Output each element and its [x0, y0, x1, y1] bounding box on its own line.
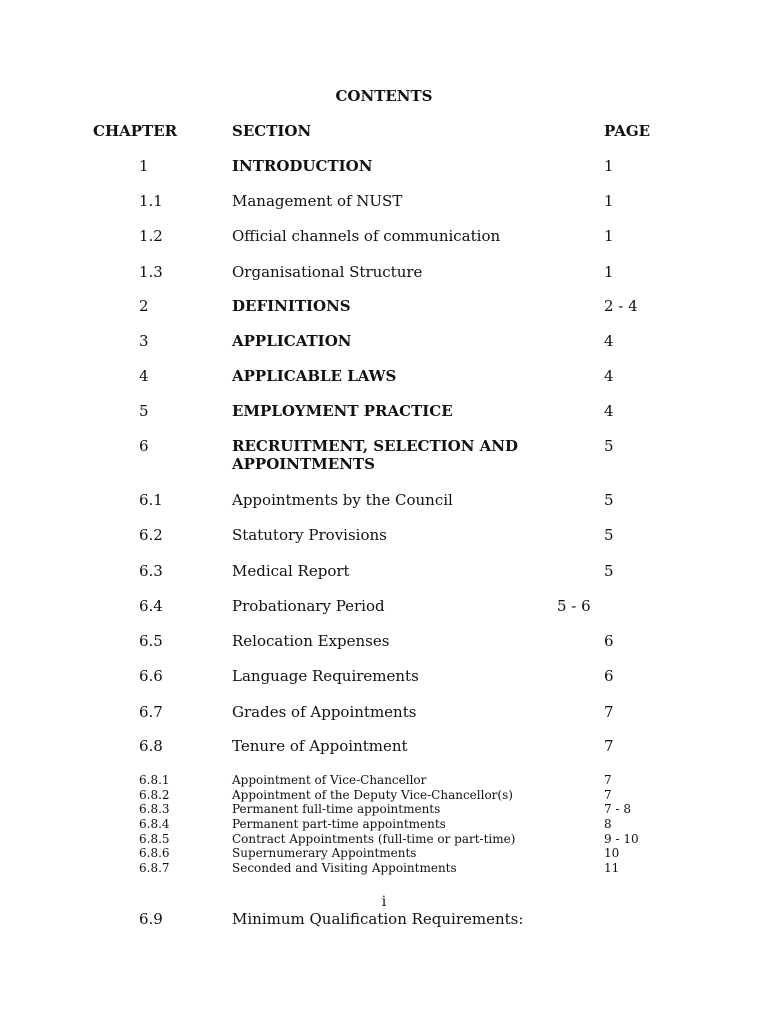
entry-number: 2 — [139, 297, 149, 315]
entry-section: RECRUITMENT, SELECTION AND APPOINTMENTS — [232, 437, 518, 473]
entry-page: 7 — [604, 703, 614, 721]
entry-section: Minimum Qualification Requirements: — [232, 910, 524, 928]
entry-page: 9 - 10 — [604, 832, 639, 846]
entry-section: Organisational Structure — [232, 263, 423, 281]
entry-page: 7 — [604, 773, 612, 787]
entry-page: 1 — [604, 263, 614, 281]
entry-section: Appointment of the Deputy Vice-Chancellor(s) — [232, 788, 513, 802]
entry-page: 11 — [604, 861, 620, 875]
entry-page: 4 — [604, 367, 614, 385]
entry-section: Management of NUST — [232, 192, 403, 210]
entry-number: 1 — [139, 157, 149, 175]
entry-page: 5 — [604, 491, 614, 509]
entry-number: 6.8.2 — [139, 788, 170, 802]
entry-section: DEFINITIONS — [232, 297, 351, 315]
entry-number: 1.3 — [139, 263, 163, 281]
entry-section: APPLICABLE LAWS — [232, 367, 397, 385]
entry-page: 7 - 8 — [604, 802, 631, 816]
entry-number: 1.1 — [139, 192, 163, 210]
entry-number: 6.3 — [139, 562, 163, 580]
chapter-column-header: CHAPTER — [93, 122, 178, 140]
page-number: i — [381, 894, 387, 910]
entry-section: Permanent full-time appointments — [232, 802, 441, 816]
entry-page: 6 — [604, 667, 614, 685]
entry-section: Tenure of Appointment — [232, 737, 408, 755]
entry-page: 4 — [604, 402, 614, 420]
entry-number: 6.2 — [139, 526, 163, 544]
entry-number: 6 — [139, 437, 149, 455]
entry-section: Permanent part-time appointments — [232, 817, 446, 831]
entry-number: 6.6 — [139, 667, 163, 685]
entry-number: 5 — [139, 402, 149, 420]
entry-section: Relocation Expenses — [232, 632, 390, 650]
entry-section: Supernumerary Appointments — [232, 846, 417, 860]
entry-page: 4 — [604, 332, 614, 350]
entry-number: 6.5 — [139, 632, 163, 650]
entry-number: 6.8 — [139, 737, 163, 755]
entry-section: Medical Report — [232, 562, 350, 580]
page-column-header: PAGE — [604, 122, 651, 140]
entry-page: 1 — [604, 192, 614, 210]
entry-number: 3 — [139, 332, 149, 350]
entry-section: EMPLOYMENT PRACTICE — [232, 402, 453, 420]
entry-page: 7 — [604, 788, 612, 802]
entry-page: 5 - 6 — [557, 597, 591, 615]
entry-section: Statutory Provisions — [232, 526, 387, 544]
entry-number: 6.8.4 — [139, 817, 170, 831]
entry-number: 6.8.5 — [139, 832, 170, 846]
entry-number: 6.8.3 — [139, 802, 170, 816]
entry-number: 1.2 — [139, 227, 163, 245]
entry-page: 2 - 4 — [604, 297, 638, 315]
entry-section: Official channels of communication — [232, 227, 501, 245]
entry-number: 4 — [139, 367, 149, 385]
entry-section: INTRODUCTION — [232, 157, 373, 175]
entry-section: Appointment of Vice-Chancellor — [232, 773, 427, 787]
entry-number: 6.7 — [139, 703, 163, 721]
entry-section: Contract Appointments (full-time or part-time) — [232, 832, 516, 846]
entry-number: 6.8.1 — [139, 773, 170, 787]
entry-number: 6.8.6 — [139, 846, 170, 860]
entry-section: Seconded and Visiting Appointments — [232, 861, 457, 875]
entry-page: 6 — [604, 632, 614, 650]
section-column-header: SECTION — [232, 122, 312, 140]
entry-section: Grades of Appointments — [232, 703, 417, 721]
entry-section: APPLICATION — [232, 332, 352, 350]
entry-section: Probationary Period — [232, 597, 385, 615]
entry-page: 8 — [604, 817, 612, 831]
entry-page: 5 — [604, 562, 614, 580]
entry-number: 6.1 — [139, 491, 163, 509]
entry-page: 5 — [604, 437, 614, 455]
entry-page: 5 — [604, 526, 614, 544]
entry-page: 1 — [604, 157, 614, 175]
entry-section: Language Requirements — [232, 667, 419, 685]
entry-number: 6.4 — [139, 597, 163, 615]
page-title: CONTENTS — [335, 87, 433, 105]
entry-number: 6.8.7 — [139, 861, 170, 875]
entry-page: 7 — [604, 737, 614, 755]
entry-section: Appointments by the Council — [232, 491, 453, 509]
entry-number: 6.9 — [139, 910, 163, 928]
entry-page: 10 — [604, 846, 620, 860]
entry-page: 1 — [604, 227, 614, 245]
